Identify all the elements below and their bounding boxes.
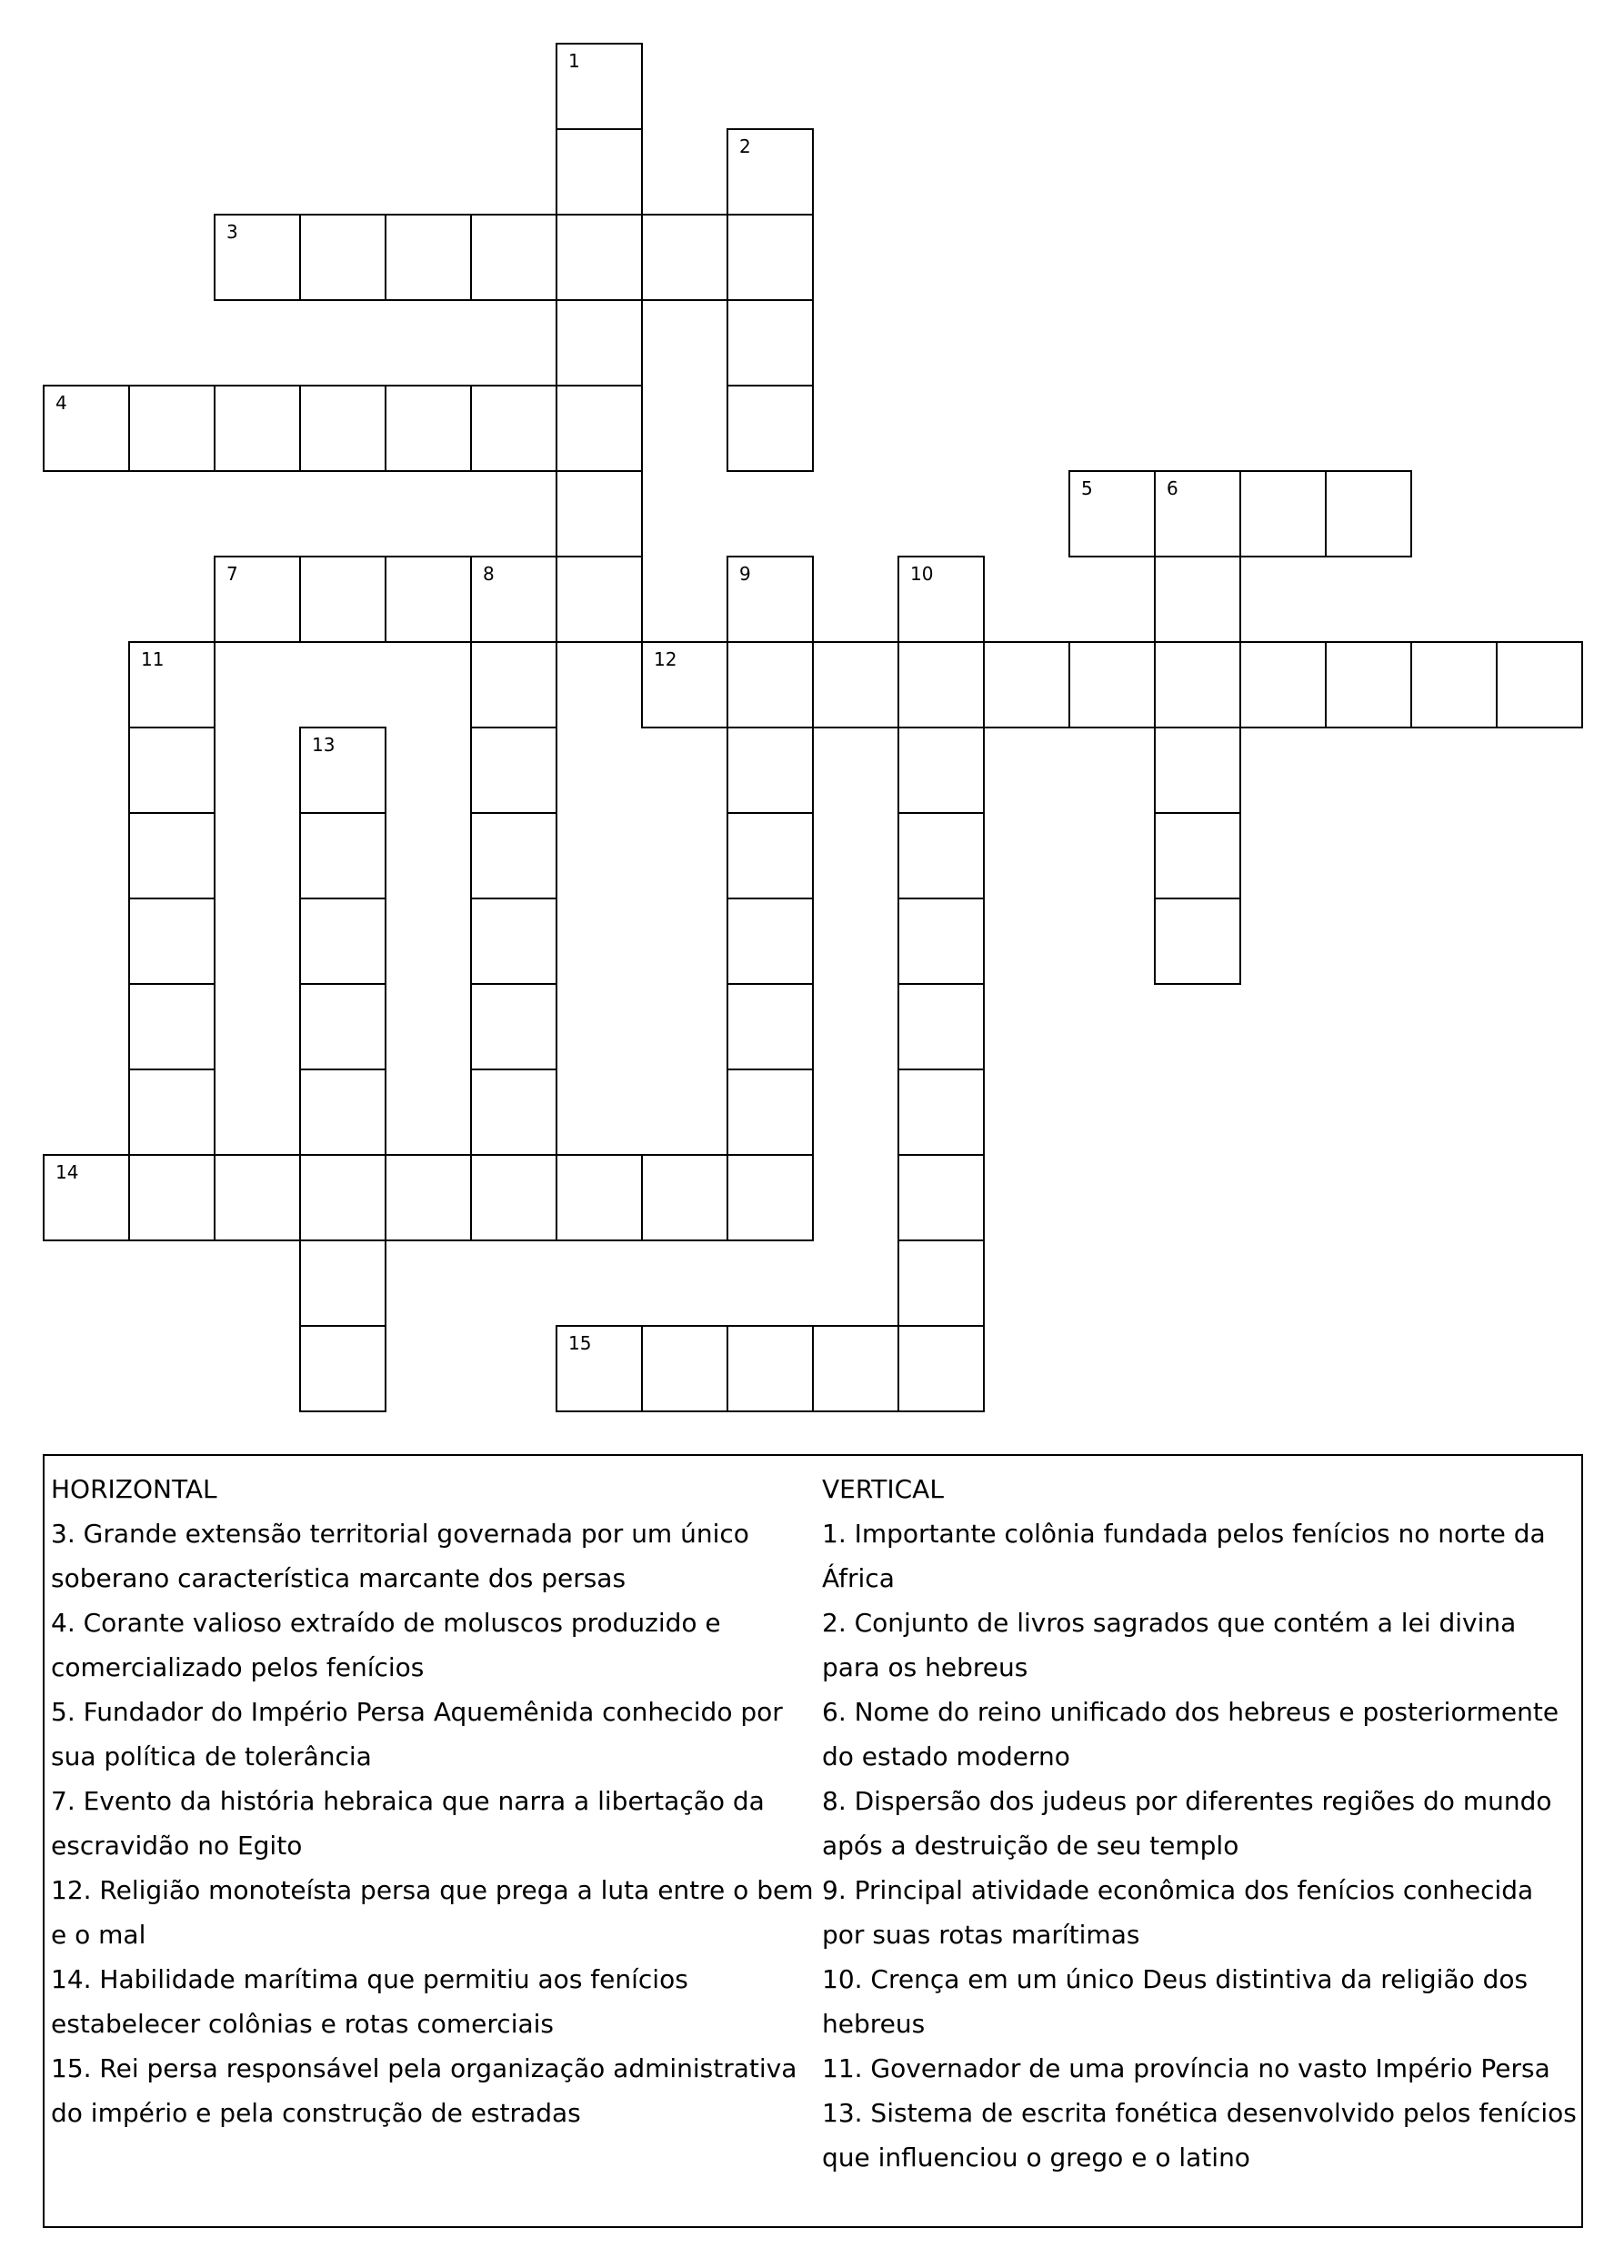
grid-cell[interactable] [897, 1239, 985, 1327]
grid-cell[interactable] [1325, 470, 1412, 557]
grid-cell[interactable] [470, 812, 557, 899]
grid-cell[interactable] [556, 556, 643, 643]
grid-cell[interactable] [983, 641, 1070, 728]
clue-number: 15 [568, 1332, 592, 1354]
clue-v-11: 11. Governador de uma província no vasto Império Persa [822, 2053, 1550, 2083]
grid-cell[interactable] [128, 1069, 216, 1156]
grid-cell[interactable] [556, 1154, 643, 1241]
grid-cell[interactable] [1325, 641, 1412, 728]
clue-number: 10 [910, 563, 934, 585]
grid-cell[interactable] [1410, 641, 1498, 728]
grid-cell[interactable] [299, 1154, 386, 1241]
clue-number: 4 [55, 392, 67, 414]
grid-cell[interactable] [897, 983, 985, 1070]
grid-cell[interactable] [470, 641, 557, 728]
grid-cell[interactable] [128, 727, 216, 814]
clue-v-1: 1. Importante colônia fundada pelos fenícios no norte da África [822, 1519, 1546, 1593]
grid-cell[interactable] [897, 727, 985, 814]
vertical-heading: VERTICAL [822, 1474, 944, 1504]
clue-number: 7 [226, 563, 238, 585]
clue-h-4: 4. Corante valioso extraído de moluscos produzido e comercializado pelos fenícios [51, 1608, 721, 1682]
clue-number: 3 [226, 221, 238, 243]
grid-cell[interactable] [727, 1325, 814, 1412]
clue-h-5: 5. Fundador do Império Persa Aquemênida conhecido por sua política de tolerância [51, 1697, 783, 1771]
grid-cell[interactable] [470, 727, 557, 814]
grid-cell[interactable] [470, 898, 557, 985]
grid-cell[interactable] [385, 214, 472, 301]
clue-h-14: 14. Habilidade marítima que permitiu aos fenícios estabelecer colônias e rotas comerciais [51, 1964, 688, 2039]
grid-cell[interactable] [727, 727, 814, 814]
grid-cell-6[interactable] [1154, 470, 1241, 557]
grid-cell-3[interactable] [214, 214, 301, 301]
grid-cell[interactable] [1068, 641, 1156, 728]
grid-cell[interactable] [128, 385, 216, 472]
grid-cell[interactable] [1239, 470, 1327, 557]
clue-number: 1 [568, 50, 580, 72]
grid-cell-11[interactable] [128, 641, 216, 728]
grid-cell[interactable] [727, 299, 814, 386]
grid-cell[interactable] [897, 898, 985, 985]
grid-cell[interactable] [385, 1154, 472, 1241]
grid-cell[interactable] [897, 812, 985, 899]
grid-cell[interactable] [641, 214, 728, 301]
clue-h-7: 7. Evento da história hebraica que narra a libertação da escravidão no Egito [51, 1786, 765, 1861]
grid-cell-7[interactable] [214, 556, 301, 643]
grid-cell[interactable] [641, 1325, 728, 1412]
clue-h-3: 3. Grande extensão territorial governada por um único soberano característica marcante dos persas [51, 1519, 749, 1593]
clue-number: 14 [55, 1161, 79, 1183]
grid-cell[interactable] [470, 1154, 557, 1241]
grid-cell[interactable] [897, 1069, 985, 1156]
grid-cell[interactable] [299, 214, 386, 301]
clue-h-12: 12. Religião monoteísta persa que prega a luta entre o bem e o mal [51, 1875, 814, 1950]
grid-cell-8[interactable] [470, 556, 557, 643]
grid-cell[interactable] [556, 128, 643, 216]
clue-number: 8 [483, 563, 495, 585]
clue-number: 13 [312, 734, 336, 756]
grid-cell[interactable] [641, 1154, 728, 1241]
grid-cell[interactable] [470, 385, 557, 472]
grid-cell[interactable] [470, 983, 557, 1070]
grid-cell[interactable] [727, 812, 814, 899]
grid-cell-12[interactable] [641, 641, 728, 728]
grid-cell[interactable] [1154, 898, 1241, 985]
vertical-clues [822, 1467, 1580, 2180]
grid-cell[interactable] [214, 1154, 301, 1241]
clue-h-15: 15. Rei persa responsável pela organização administrativa do império e pela construção de estradas [51, 2053, 797, 2128]
grid-cell[interactable] [128, 1154, 216, 1241]
grid-cell[interactable] [556, 385, 643, 472]
grid-cell-9[interactable] [727, 556, 814, 643]
grid-cell[interactable] [897, 1154, 985, 1241]
grid-cell[interactable] [1154, 812, 1241, 899]
grid-cell-4[interactable] [43, 385, 130, 472]
horizontal-heading: HORIZONTAL [51, 1474, 217, 1504]
grid-cell[interactable] [214, 385, 301, 472]
grid-cell[interactable] [299, 1069, 386, 1156]
grid-cell[interactable] [470, 1069, 557, 1156]
grid-cell[interactable] [727, 983, 814, 1070]
clue-v-8: 8. Dispersão dos judeus por diferentes regiões do mundo após a destruição de seu templo [822, 1786, 1552, 1861]
clue-v-2: 2. Conjunto de livros sagrados que contém a lei divina para os hebreus [822, 1608, 1517, 1682]
clues-box [43, 1454, 1583, 2228]
grid-cell[interactable] [299, 385, 386, 472]
grid-cell[interactable] [727, 1154, 814, 1241]
grid-cell-1[interactable] [556, 43, 643, 130]
grid-cell[interactable] [299, 1239, 386, 1327]
grid-cell[interactable] [727, 1069, 814, 1156]
clue-number: 12 [654, 648, 677, 670]
grid-cell[interactable] [299, 556, 386, 643]
horizontal-clues [51, 1467, 822, 2135]
grid-cell-14[interactable] [43, 1154, 130, 1241]
grid-cell[interactable] [897, 641, 985, 728]
grid-cell[interactable] [812, 1325, 899, 1412]
grid-cell[interactable] [385, 556, 472, 643]
clue-v-13: 13. Sistema de escrita fonética desenvolvido pelos fenícios que influenciou o grego e o latino [822, 2098, 1577, 2173]
clue-number: 2 [739, 135, 751, 157]
grid-cell[interactable] [1154, 727, 1241, 814]
grid-cell-5[interactable] [1068, 470, 1156, 557]
grid-cell[interactable] [556, 470, 643, 557]
grid-cell[interactable] [1154, 641, 1241, 728]
grid-cell[interactable] [299, 812, 386, 899]
clue-number: 5 [1081, 477, 1093, 499]
grid-cell[interactable] [1154, 556, 1241, 643]
grid-cell[interactable] [299, 1325, 386, 1412]
clue-number: 6 [1167, 477, 1178, 499]
grid-cell[interactable] [727, 385, 814, 472]
grid-cell[interactable] [1496, 641, 1583, 728]
grid-cell[interactable] [128, 812, 216, 899]
grid-cell[interactable] [1239, 641, 1327, 728]
grid-cell[interactable] [470, 214, 557, 301]
grid-cell[interactable] [727, 898, 814, 985]
clue-v-6: 6. Nome do reino unificado dos hebreus e posteriormente do estado moderno [822, 1697, 1559, 1771]
grid-cell[interactable] [556, 299, 643, 386]
grid-cell[interactable] [812, 641, 899, 728]
grid-cell-13[interactable] [299, 727, 386, 814]
clue-number: 9 [739, 563, 751, 585]
grid-cell[interactable] [897, 1325, 985, 1412]
grid-cell-2[interactable] [727, 128, 814, 216]
clue-v-10: 10. Crença em um único Deus distintiva da religião dos hebreus [822, 1964, 1529, 2039]
grid-cell-10[interactable] [897, 556, 985, 643]
grid-cell[interactable] [128, 983, 216, 1070]
grid-cell[interactable] [299, 898, 386, 985]
grid-cell[interactable] [385, 385, 472, 472]
grid-cell[interactable] [727, 641, 814, 728]
grid-cell[interactable] [128, 898, 216, 985]
grid-cell[interactable] [299, 983, 386, 1070]
grid-cell[interactable] [727, 214, 814, 301]
clue-number: 11 [141, 648, 165, 670]
grid-cell-15[interactable] [556, 1325, 643, 1412]
clue-v-9: 9. Principal atividade econômica dos fenícios conhecida por suas rotas marítimas [822, 1875, 1534, 1950]
grid-cell[interactable] [556, 214, 643, 301]
